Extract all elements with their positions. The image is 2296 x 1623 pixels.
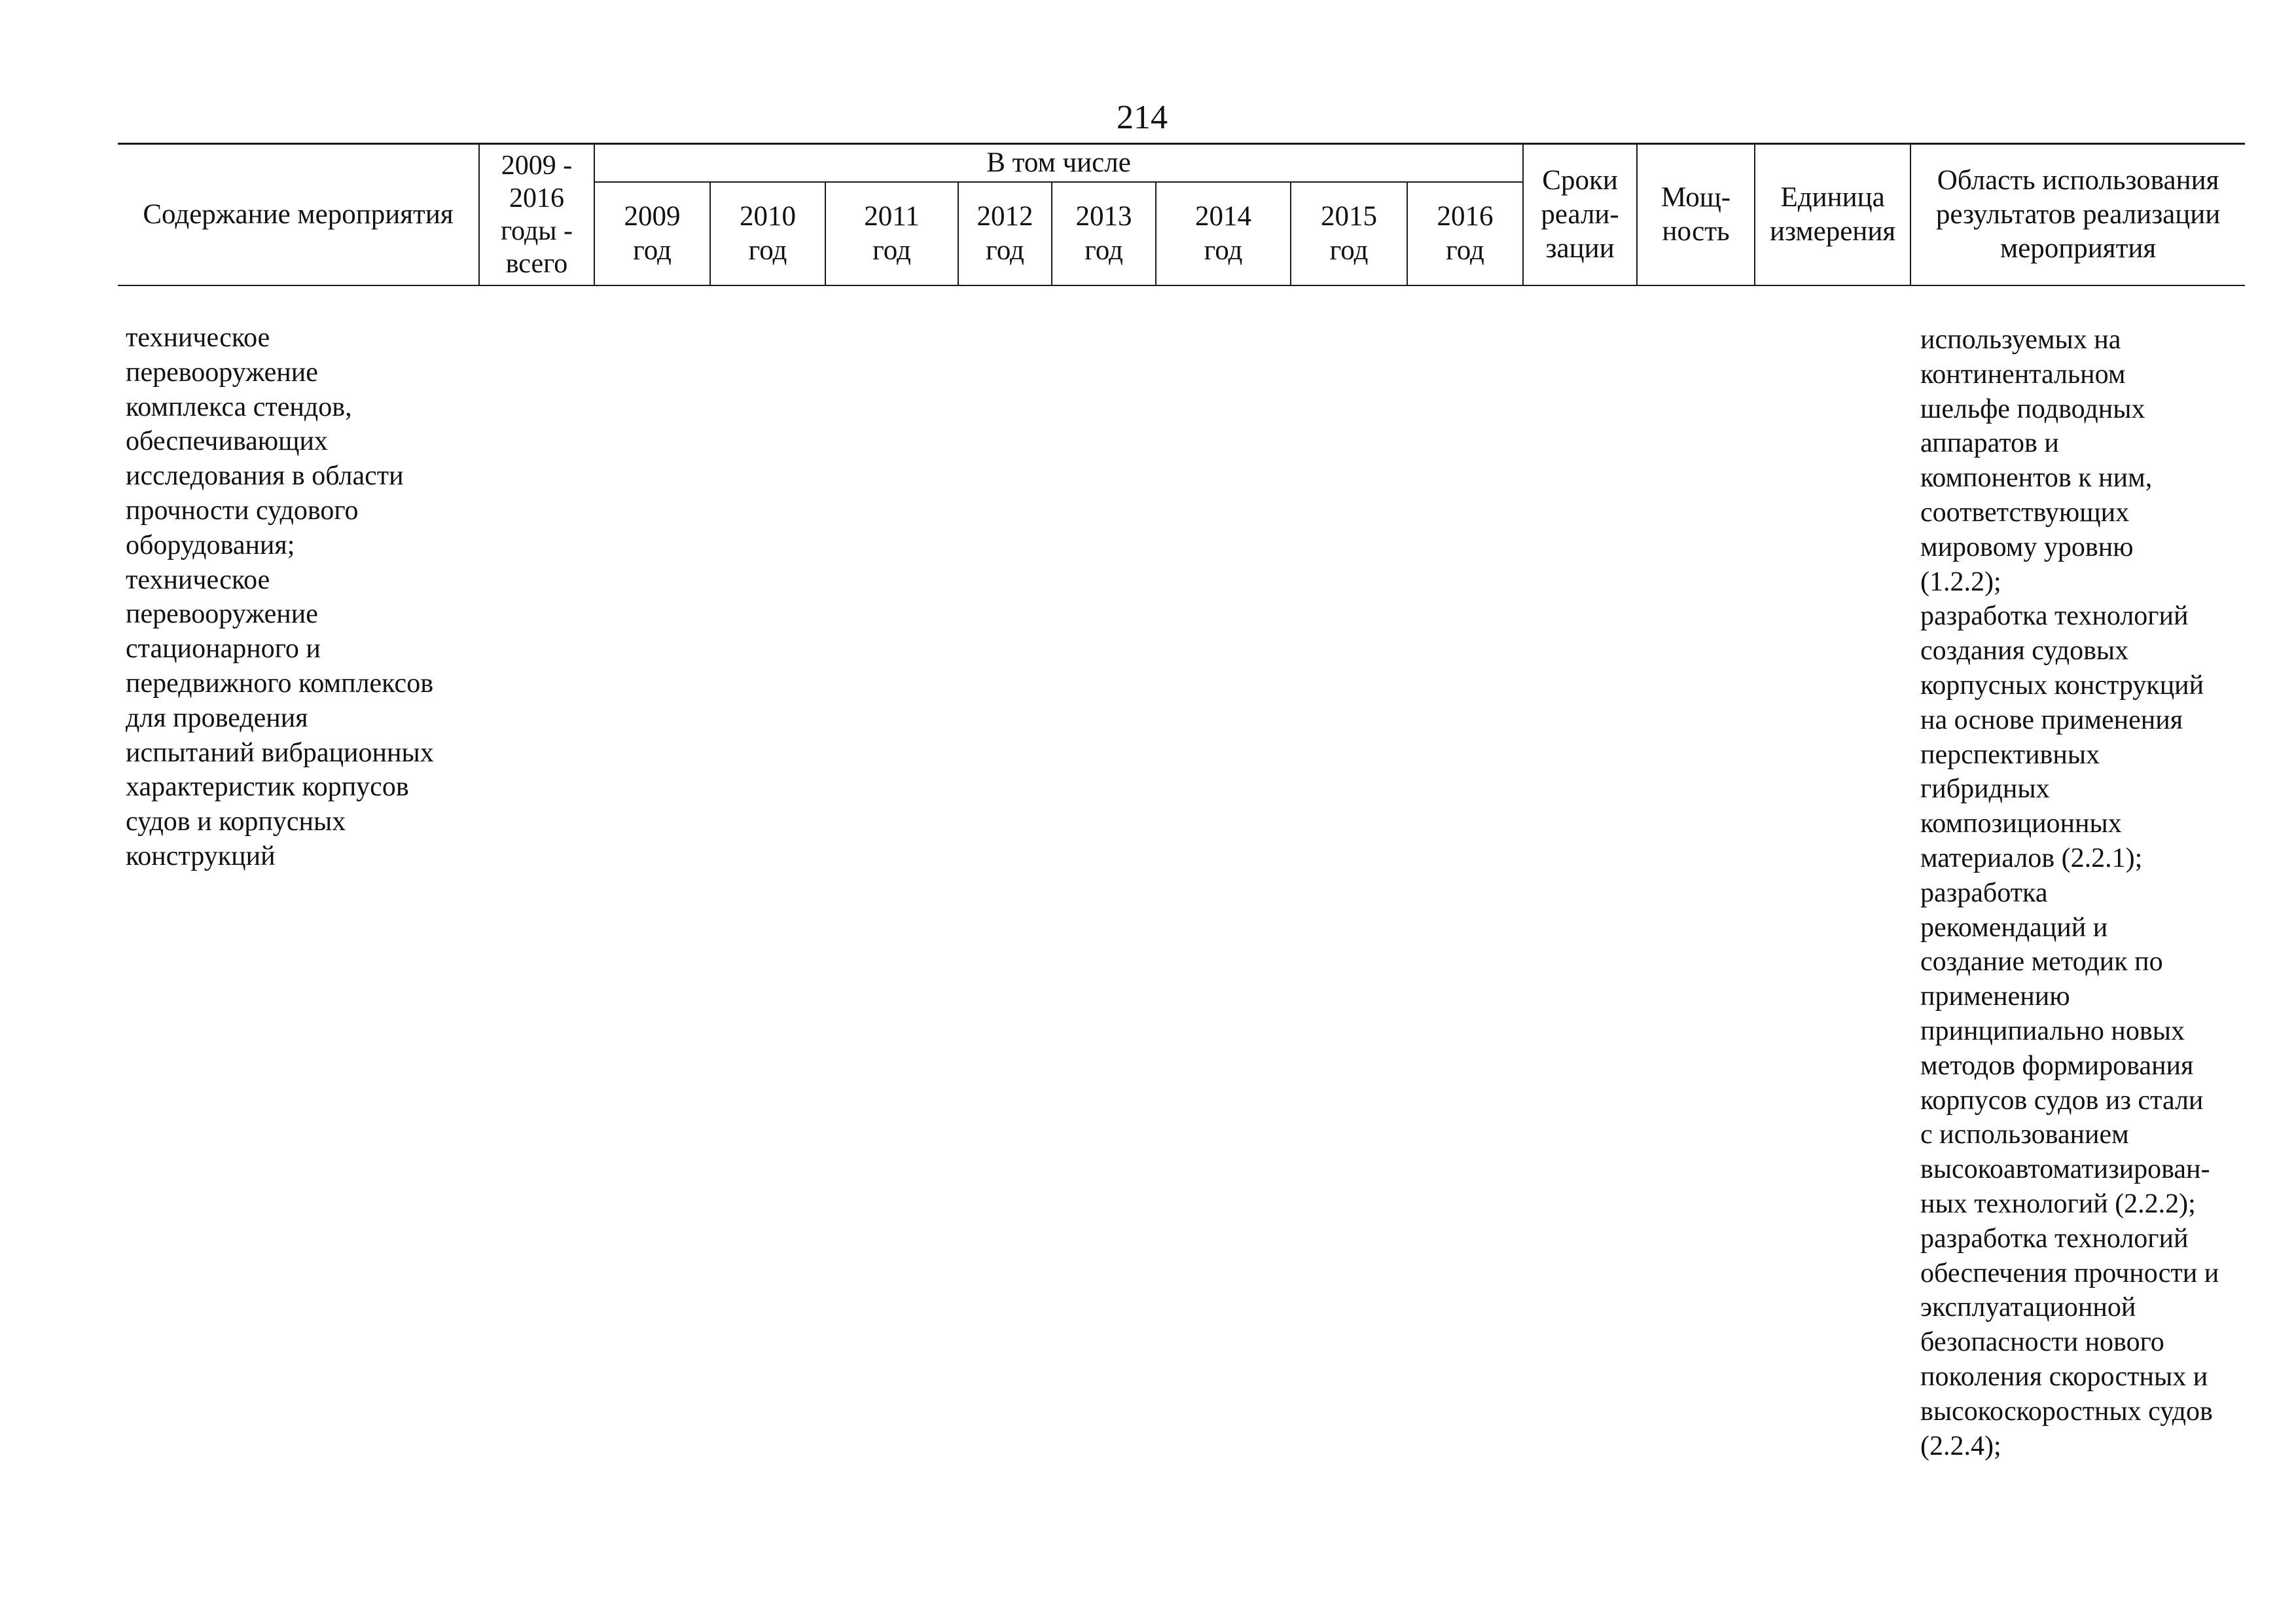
year-unit: год [986,235,1024,266]
text-line: характеристик корпусов [126,772,409,803]
text-line: судов и корпусных [126,807,346,837]
text-line: рекомендаций и [1920,912,2108,943]
header-total-line: годы - [500,216,573,246]
text-line: аппаратов и [1920,428,2059,459]
text-line: используемых на [1920,325,2121,355]
header-unit-line: измерения [1770,216,1896,247]
text-line: принципиально новых [1920,1015,2185,1046]
header-area-line: результатов реализации [1935,199,2221,230]
text-line: для проведения [126,702,308,733]
text-line: прочности судового [126,495,359,526]
year-label: 2016 [1437,201,1494,232]
header-capacity [1637,144,1755,286]
header-total-line: всего [505,249,568,279]
text-line: композиционных [1920,809,2122,839]
text-line: разработка технологий [1920,601,2189,632]
header-content-label: Содержание мероприятия [143,199,454,230]
text-line: корпусных конструкций [1920,670,2204,701]
table-header [118,143,2245,286]
text-line: гибридных [1920,774,2050,805]
header-year-2013 [1052,182,1156,285]
header-terms-line: зации [1545,233,1615,264]
text-line: соответствующих [1920,497,2130,528]
header-area-line: Область использования [1937,165,2219,196]
text-line: техническое [126,564,270,595]
header-year-2015 [1291,182,1407,285]
header-area-line: мероприятия [2000,233,2157,264]
text-line: шельфе подводных [1920,393,2145,424]
text-line: перевооружение [126,357,318,388]
text-line: передвижного комплексов [126,668,434,699]
header-terms-line: Сроки [1542,165,1618,196]
text-line: высокоавтоматизирован- [1920,1154,2210,1185]
text-line: разработка [1920,877,2048,908]
text-line: континентальном [1920,359,2126,390]
header-terms-line: реали- [1541,199,1619,230]
header-unit-line: Единица [1780,182,1885,213]
text-line: техническое [126,323,270,353]
header-unit [1755,144,1910,286]
year-unit: год [1085,235,1123,266]
text-line: конструкций [126,841,276,871]
year-label: 2011 [864,201,920,232]
header-including-label: В том числе [986,147,1131,178]
text-line: обеспечения прочности и [1920,1258,2219,1288]
year-unit: год [1204,235,1243,266]
header-capacity-line: ность [1662,216,1730,247]
text-line: корпусов судов из стали [1920,1085,2204,1116]
header-total-line: 2009 - [501,151,573,181]
year-unit: год [633,235,672,266]
content-description-column [126,321,492,874]
year-unit: год [1329,235,1369,266]
text-line: перспективных [1920,739,2100,770]
text-line: с использованием [1920,1120,2129,1150]
text-line: оборудования; [126,530,295,560]
header-capacity-line: Мощ- [1661,182,1731,213]
year-label: 2013 [1075,201,1132,232]
year-label: 2009 [624,201,681,232]
text-line: эксплуатационной [1920,1292,2136,1323]
text-line: исследования в области [126,461,404,492]
text-line: разработка технологий [1920,1223,2189,1254]
header-year-2014 [1156,182,1291,285]
header-total-line: 2016 [509,183,564,213]
year-label: 2015 [1321,201,1377,232]
text-line: на основе применения [1920,704,2183,735]
text-line: материалов (2.2.1); [1920,843,2143,873]
text-line: испытаний вибрационных [126,737,434,768]
text-line: создание методик по [1920,947,2163,977]
page-number: 214 [1117,99,1168,136]
header-including [594,144,1523,183]
year-unit: год [872,235,911,266]
text-line: методов формирования [1920,1050,2194,1081]
text-line: комплекса стендов, [126,392,352,422]
text-line: высокоскоростных судов [1920,1396,2213,1427]
header-terms [1523,144,1637,286]
header-year-2016 [1407,182,1523,285]
text-line: перевооружение [126,599,318,630]
text-line: безопасности нового [1920,1327,2164,1358]
text-line: мировому уровню [1920,532,2134,562]
text-line: поколения скоростных и [1920,1361,2208,1392]
year-unit: год [748,235,787,266]
usage-area-column [1920,323,2248,1463]
header-total-period [479,144,594,286]
header-year-2012 [958,182,1052,285]
year-label: 2010 [740,201,796,232]
header-content [118,144,479,286]
text-line: применению [1920,981,2070,1012]
text-line: (2.2.4); [1920,1431,2001,1461]
header-area [1910,144,2245,286]
text-line: создания судовых [1920,636,2129,666]
year-label: 2012 [977,201,1033,232]
text-line: обеспечивающих [126,426,328,457]
header-year-2010 [710,182,825,285]
text-line: стационарного и [126,634,321,665]
year-label: 2014 [1195,201,1251,232]
text-line: ных технологий (2.2.2); [1920,1188,2196,1219]
text-line: (1.2.2); [1920,566,2001,597]
text-line: компонентов к ним, [1920,463,2153,494]
header-year-2011 [825,182,958,285]
year-unit: год [1446,235,1484,266]
header-year-2009 [594,182,710,285]
